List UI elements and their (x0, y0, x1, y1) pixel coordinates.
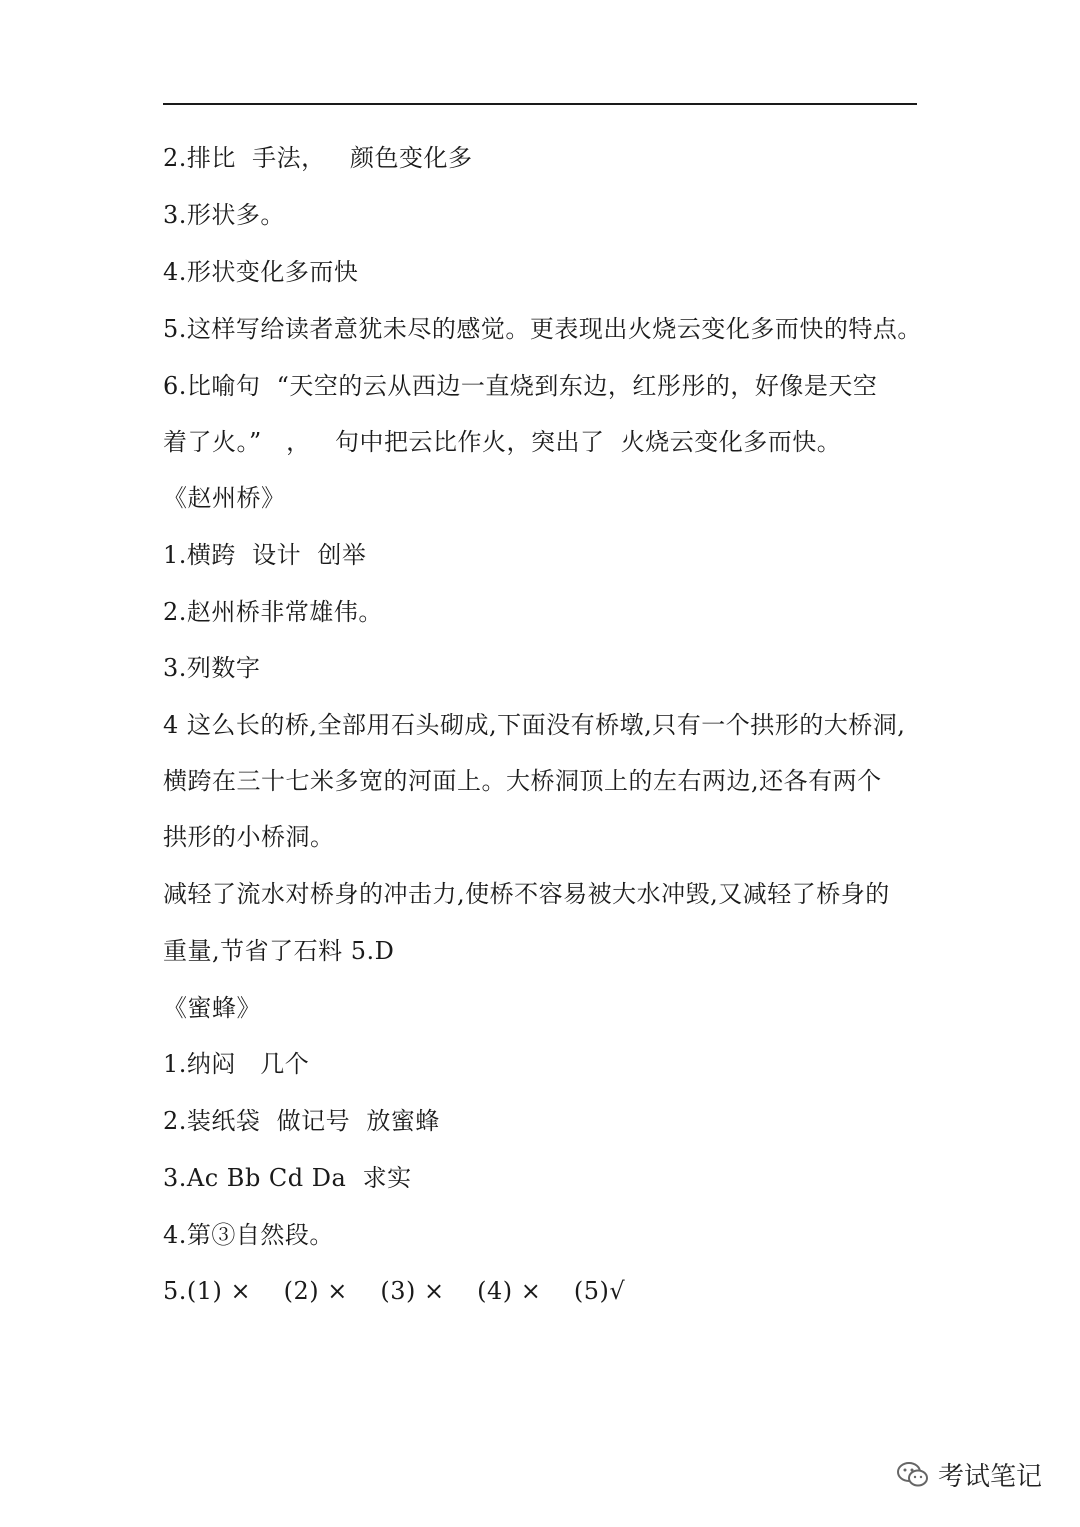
answer-line: 拱形的小桥洞。 (163, 823, 335, 851)
watermark-text: 考试笔记 (937, 1462, 1042, 1492)
answer-line: 重量,节省了石料 5.D (163, 937, 395, 965)
answer-line: 6.比喻句 “天空的云从西边一直烧到东边，红彤彤的，好像是天空 (163, 372, 878, 400)
answer-line: 减轻了流水对桥身的冲击力,使桥不容易被大水冲毁,又减轻了桥身的 (163, 880, 890, 908)
section-title: 《赵州桥》 (163, 484, 286, 512)
answer-line: 5.这样写给读者意犹未尽的感觉。更表现出火烧云变化多而快的特点。 (163, 315, 922, 343)
answer-line: 4.第③自然段。 (163, 1221, 334, 1249)
answer-line: 4.形状变化多而快 (163, 258, 359, 286)
watermark (896, 1456, 1042, 1493)
wechat-icon (896, 1460, 930, 1490)
section-title: 《蜜蜂》 (163, 994, 261, 1022)
answer-line: 3.列数字 (163, 654, 261, 682)
answer-line: 2.装纸袋 做记号 放蜜蜂 (163, 1107, 440, 1135)
answer-line: 1.纳闷 几个 (163, 1050, 310, 1078)
answer-line: 横跨在三十七米多宽的河面上。大桥洞顶上的左右两边,还各有两个 (163, 767, 882, 795)
answer-line: 3.Ac Bb Cd Da 求实 (163, 1164, 412, 1192)
answer-line: 1.横跨 设计 创举 (163, 541, 367, 569)
answer-line: 5.(1) × (2) × (3) × (4) × (5)√ (163, 1277, 626, 1305)
answer-line: 4 这么长的桥,全部用石头砌成,下面没有桥墩,只有一个拱形的大桥洞, (163, 711, 906, 739)
answer-line: 3.形状多。 (163, 201, 285, 229)
answer-line: 2.赵州桥非常雄伟。 (163, 598, 383, 626)
top-divider (163, 103, 917, 105)
answer-line: 2.排比 手法， 颜色变化多 (163, 144, 473, 172)
answer-line: 着了火。” ， 句中把云比作火，突出了 火烧云变化多而快。 (163, 428, 842, 456)
